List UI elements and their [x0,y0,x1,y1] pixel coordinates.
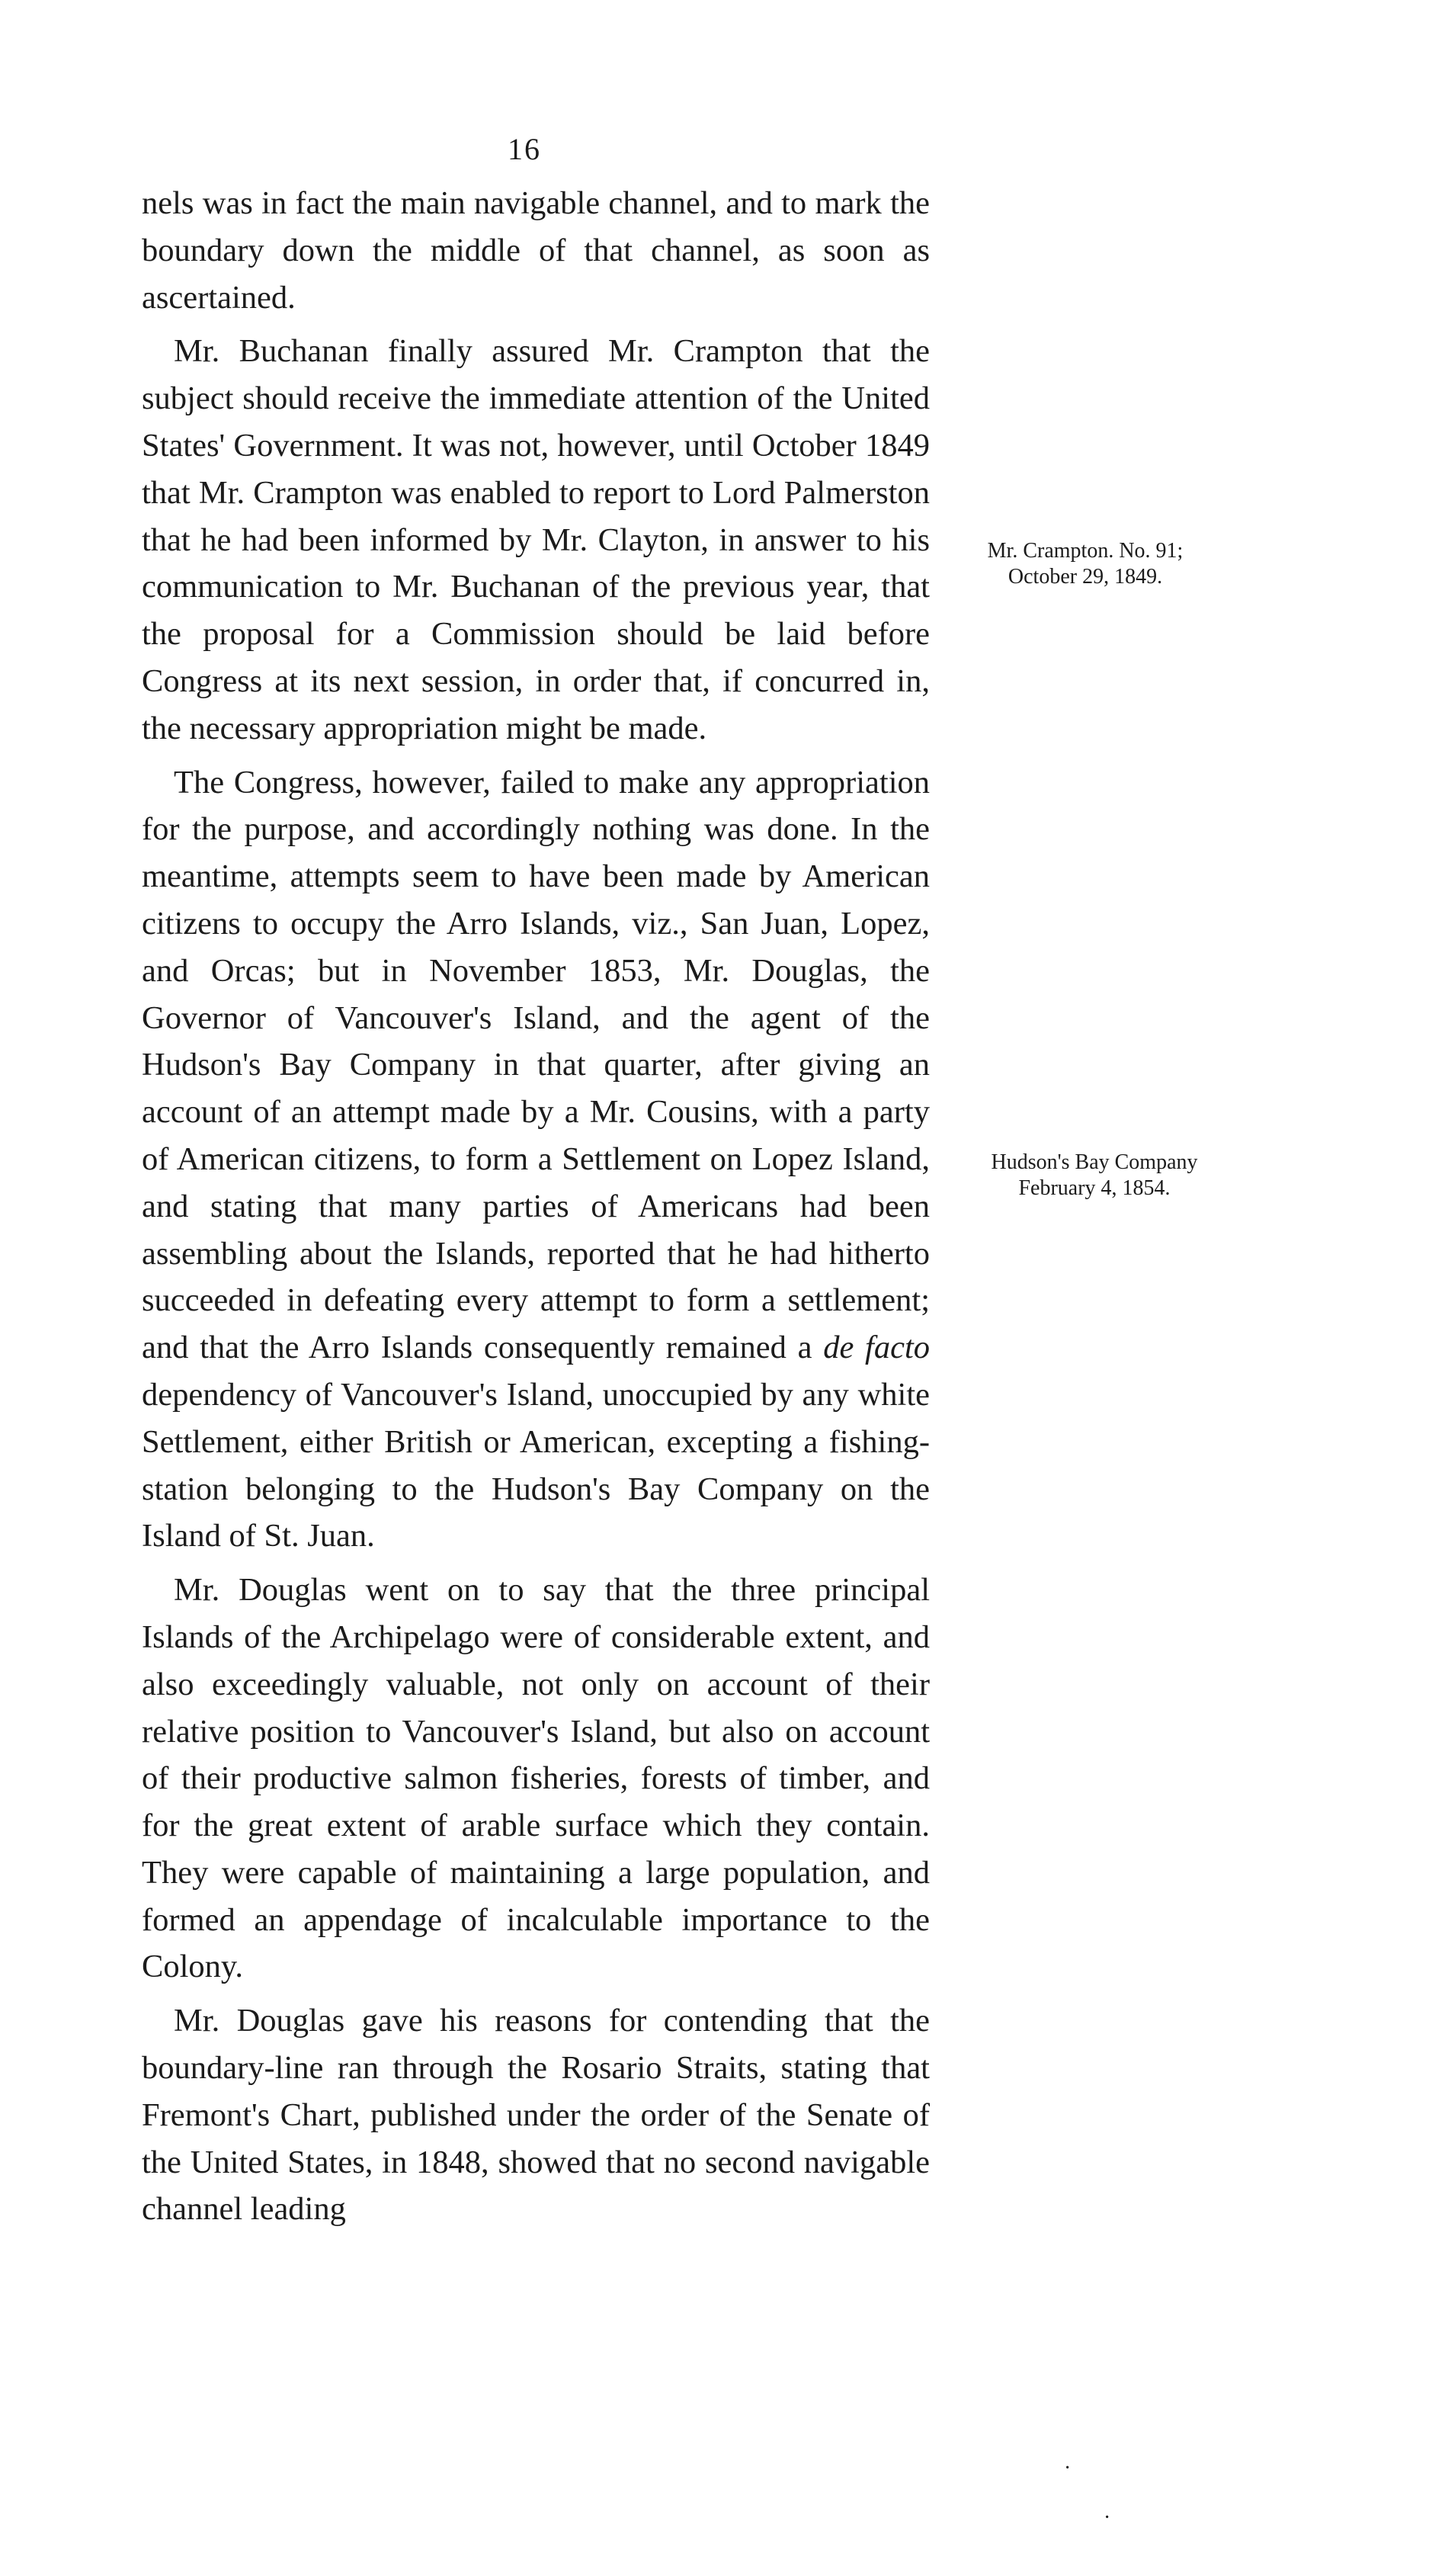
paragraph-5: Mr. Douglas gave his reasons for contending that the boundary-line ran through the Rosario Straits, stating that Fremont's Chart, published under the order of the Senate of the United States, in 1848, showed that no second navigable channel leading [142,2003,930,2228]
margin-note-line: February 4, 1854. [1018,1176,1171,1200]
paragraph-3 [142,759,930,1561]
margin-note-crampton [925,538,1245,590]
paragraph-2: Mr. Buchanan finally assured Mr. Crampton that the subject should receive the immediate attention of the United States' Government. It was not, however, until October 1849 that Mr. Crampton was enabled to report to Lord Palmerston that he had been informed by Mr. Clayton, in answer to his communication to Mr. Buchanan of the previous year, that the proposal for a Commission should be laid before Congress at its next session, in order that, if concurred in, the necessary appropriation might be made. [142,333,930,746]
paragraph-1: nels was in fact the main navigable channel, and to mark the boundary down the middle of that channel, as soon as ascertained. [142,185,930,316]
margin-note-hudsons-bay [934,1150,1254,1201]
speck-mark: · [1104,2506,1111,2529]
margin-note-line: Hudson's Bay Company [991,1150,1198,1174]
paragraph-4: Mr. Douglas went on to say that the three principal Islands of the Archipelago were of considerable extent, and also exceedingly valuable, not only on account of their relative position to Vancouver's Island, but also on account of their productive salmon fisheries, forests of timber, and for the great extent of arable surface which they contain. They were capable of maintaining a large population, and formed an appendage of incalculable importance to the Colony. [142,1572,930,1985]
speck-mark: · [1064,2456,1072,2480]
paragraph-3-text-after: dependency of Vancouver's Island, unoccupied by any white Settlement, either British or American, excepting a fishing-station belonging to the Hudson's Bay Company on the Island of St. Juan. [142,1376,930,1554]
italic-phrase: de facto [823,1330,931,1366]
paragraph-3-text-before: The Congress, however, failed to make any appropriation for the purpose, and accordingly nothing was done. In the meantime, attempts seem to have been made by American citizens to occupy the Arro Islands, viz., San Juan, Lopez, and Orcas; but in November 1853, Mr. Douglas, the Governor of Vancouver's Island, and the agent of the Hudson's Bay Company in that quarter, after giving an account of an attempt made by a Mr. Cousins, with a party of American citizens, to form a Settlement on Lopez Island, and stating that many parties of Americans had been assembling about the Islands, reported that he had hitherto succeeded in defeating every attempt to form a settlement; and that the Arro Islands consequently remained a [142,764,930,1366]
body-text [142,180,930,2233]
page-number: 16 [508,132,541,166]
margin-note-line: October 29, 1849. [1008,565,1163,589]
margin-note-line: Mr. Crampton. No. 91; [987,539,1184,563]
